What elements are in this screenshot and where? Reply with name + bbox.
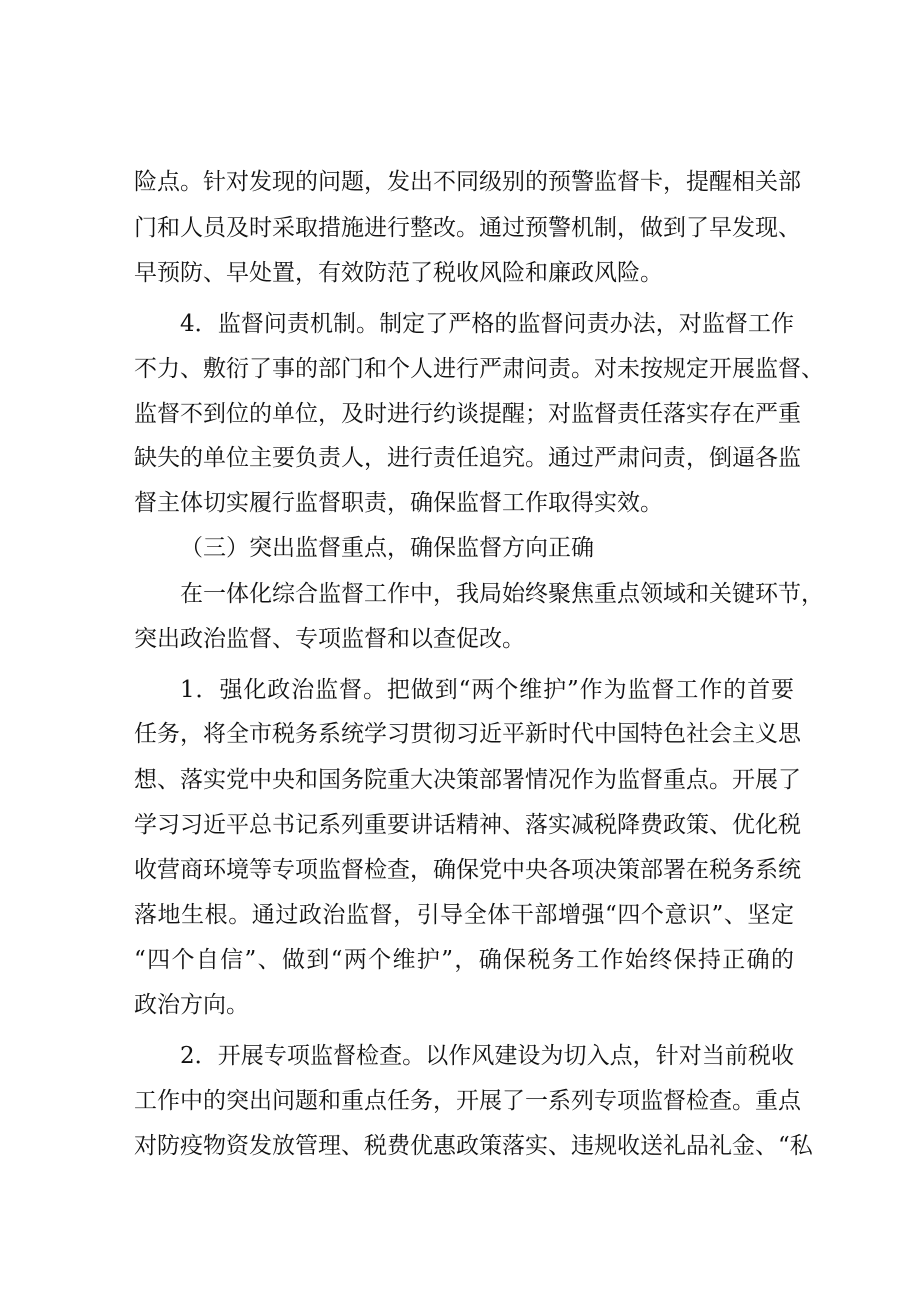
paragraph-line: 学习习近平总书记系列重要讲话精神、落实减税降费政策、优化税 bbox=[134, 812, 801, 838]
paragraph-line: 想、落实党中央和国务院重大决策部署情况作为监督重点。开展了 bbox=[134, 767, 801, 793]
paragraph-line: 缺失的单位主要负责人，进行责任追究。通过严肃问责，倒逼各监 bbox=[134, 445, 801, 471]
paragraph-line: 险点。针对发现的问题，发出不同级别的预警监督卡，提醒相关部 bbox=[134, 169, 801, 195]
paragraph-line: 收营商环境等专项监督检查，确保党中央各项决策部署在税务系统 bbox=[134, 857, 801, 883]
paragraph-line: 落地生根。通过政治监督，引导全体干部增强“四个意识”、坚定 bbox=[134, 902, 794, 928]
paragraph-line: 任务，将全市税务系统学习贯彻习近平新时代中国特色社会主义思 bbox=[134, 721, 801, 747]
paragraph-line: 监督不到位的单位，及时进行约谈提醒；对监督责任落实存在严重 bbox=[134, 401, 801, 427]
paragraph-line: 督主体切实履行监督职责，确保监督工作取得实效。 bbox=[134, 490, 663, 516]
paragraph-line: 对防疫物资发放管理、税费优惠政策落实、违规收送礼品礼金、“私 bbox=[134, 1133, 813, 1159]
paragraph-line: 2．开展专项监督检查。以作风建设为切入点，针对当前税收 bbox=[180, 1043, 794, 1069]
paragraph-line: 4．监督问责机制。制定了严格的监督问责办法，对监督工作 bbox=[180, 311, 794, 337]
paragraph-line: 不力、敷衍了事的部门和个人进行严肃问责。对未按规定开展监督、 bbox=[134, 356, 824, 382]
paragraph-line: 门和人员及时采取措施进行整改。通过预警机制，做到了早发现、 bbox=[134, 215, 801, 241]
paragraph-line: 早预防、早处置，有效防范了税收风险和廉政风险。 bbox=[134, 260, 663, 286]
section-heading: （三）突出监督重点，确保监督方向正确 bbox=[180, 535, 594, 561]
paragraph-line: 工作中的突出问题和重点任务，开展了一系列专项监督检查。重点 bbox=[134, 1088, 801, 1114]
paragraph-line: 政治方向。 bbox=[134, 992, 249, 1018]
paragraph-line: 突出政治监督、专项监督和以查促改。 bbox=[134, 626, 525, 652]
paragraph-line: 1．强化政治监督。把做到“两个维护”作为监督工作的首要 bbox=[180, 677, 794, 703]
paragraph-line: “四个自信”、做到“两个维护”，确保税务工作始终保持正确的 bbox=[134, 947, 794, 973]
paragraph-line: 在一体化综合监督工作中，我局始终聚焦重点领域和关键环节， bbox=[180, 581, 824, 607]
